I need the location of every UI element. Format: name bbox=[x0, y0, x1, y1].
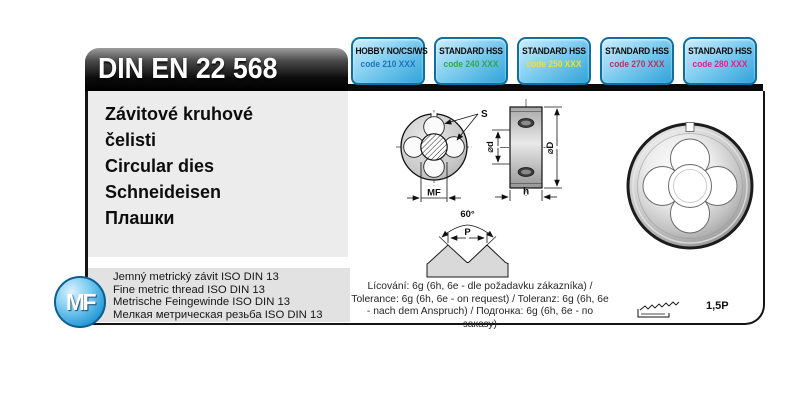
angle-label: 60° bbox=[460, 209, 475, 220]
standard-line-cs: Jemný metrický závit ISO DIN 13 bbox=[113, 271, 279, 283]
tab-code: code 210 XXX bbox=[360, 59, 416, 69]
thread-profile bbox=[427, 209, 508, 277]
threaded-center-hole bbox=[421, 134, 447, 160]
title-line-cs: Závitové kruhové bbox=[105, 104, 254, 124]
inner-diameter-label: ⌀d bbox=[485, 141, 496, 153]
slot-label: S bbox=[481, 109, 488, 120]
thread-type-badge: MF bbox=[54, 276, 106, 328]
title-line-ru: Плашки bbox=[105, 208, 175, 228]
chamfer-profile-icon bbox=[633, 297, 691, 321]
outer-diameter-dimension bbox=[544, 107, 562, 188]
height-dimension bbox=[495, 187, 557, 202]
chamfer-length-value: 1,5P bbox=[706, 300, 729, 312]
tab-code: code 270 XXX bbox=[609, 59, 665, 69]
technical-drawing bbox=[390, 95, 610, 290]
tab-standard-240[interactable] bbox=[434, 37, 508, 85]
outer-diameter-label: ⌀D bbox=[545, 141, 556, 155]
tab-label: HOBBY NO/CS/WS bbox=[355, 46, 428, 56]
tab-label: STANDARD HSS bbox=[605, 46, 669, 56]
tab-label: STANDARD HSS bbox=[522, 46, 586, 56]
tab-code: code 240 XXX bbox=[443, 59, 499, 69]
standard-line-de: Metrische Feingewinde ISO DIN 13 bbox=[113, 296, 291, 309]
tolerance-note: Lícování: 6g (6h, 6e - dle požadavku zákazníka) / Tolerance: 6g (6h, 6e - on request) / Toleranz: 6g (6h, 6e - nach dem Anspruch) / Подгонка: 6g (6h, 6e - по заказу) bbox=[351, 281, 609, 330]
tab-code: code 250 XXX bbox=[526, 59, 582, 69]
tab-standard-280[interactable] bbox=[683, 37, 757, 85]
photo-center-hole bbox=[669, 165, 712, 208]
tab-label: STANDARD HSS bbox=[439, 46, 503, 56]
pitch-label: P bbox=[464, 227, 471, 238]
tab-standard-270[interactable] bbox=[600, 37, 674, 85]
title-line-en: Circular dies bbox=[105, 156, 215, 176]
page-title: DIN EN 22 568 bbox=[98, 53, 278, 85]
tab-label: STANDARD HSS bbox=[688, 46, 752, 56]
standard-line-en: Fine metric thread ISO DIN 13 bbox=[113, 283, 265, 296]
tab-standard-250[interactable] bbox=[517, 37, 591, 85]
photo-slot-notch bbox=[686, 123, 694, 132]
die-front-view bbox=[396, 110, 472, 186]
title-line-cs2: čelisti bbox=[105, 130, 157, 150]
tab-code: code 280 XXX bbox=[692, 59, 748, 69]
standard-line-ru: Мелкая метрическая резьба ISO DIN 13 bbox=[113, 309, 323, 322]
thread-size-label: MF bbox=[427, 187, 441, 199]
inner-diameter-dimension bbox=[485, 130, 512, 164]
standard-header-bar bbox=[85, 48, 348, 91]
thread-standard-strip bbox=[88, 268, 350, 322]
height-label: h bbox=[522, 186, 530, 198]
product-title-block bbox=[88, 91, 348, 257]
title-line-de: Schneideisen bbox=[105, 182, 222, 202]
die-product-photo bbox=[625, 118, 760, 253]
tab-hobby-210[interactable] bbox=[351, 37, 428, 85]
